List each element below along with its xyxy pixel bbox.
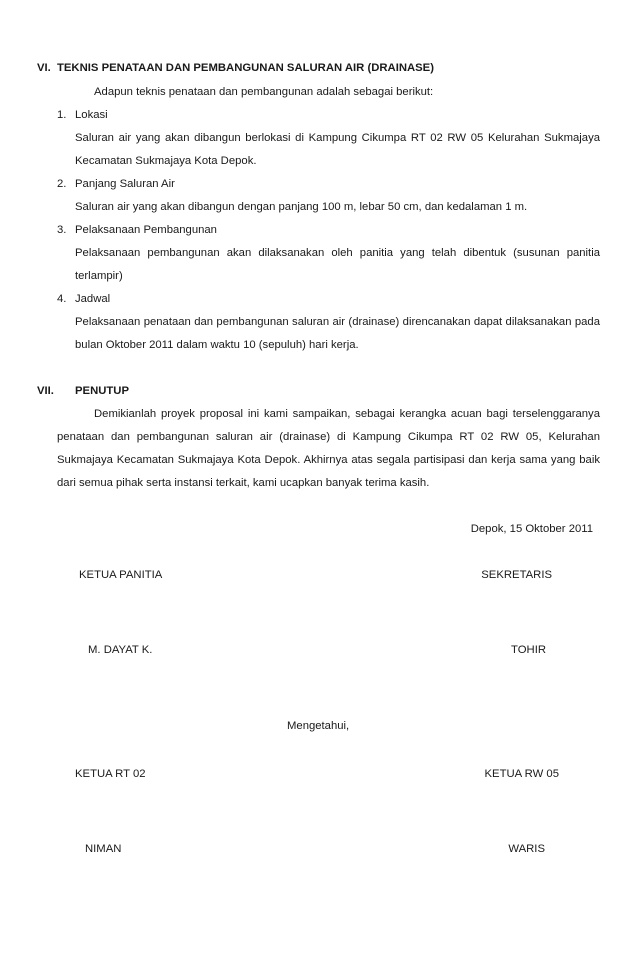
list-item-heading: Jadwal bbox=[75, 293, 111, 305]
section-7-title: PENUTUP bbox=[75, 385, 129, 397]
closing-paragraph-line: penataan dan pembangunan saluran air (drainase) di Kampung Cikumpa RT 02 RW 05, Kelurahan bbox=[57, 431, 600, 443]
list-item-heading: Lokasi bbox=[75, 109, 108, 121]
list-item-text-line: Pelaksanaan pembangunan akan dilaksanakan oleh panitia yang telah dibentuk (susunan panitia bbox=[75, 247, 600, 259]
list-item-text-line: Pelaksanaan penataan dan pembangunan saluran air (drainase) direncanakan dapat dilaksanakan pada bbox=[75, 316, 600, 328]
sekretaris-name: TOHIR bbox=[511, 644, 546, 656]
list-item-number: 1. bbox=[57, 109, 67, 121]
closing-paragraph-line: dari semua pihak serta instansi terkait, kami ucapkan banyak terima kasih. bbox=[57, 477, 430, 489]
ketua-panitia-name: M. DAYAT K. bbox=[88, 644, 153, 656]
ketua-rt-title: KETUA RT 02 bbox=[75, 768, 146, 780]
ketua-rw-name: WARIS bbox=[508, 843, 545, 855]
list-item-text-line: bulan Oktober 2011 dalam waktu 10 (sepuluh) hari kerja. bbox=[75, 339, 359, 351]
section-6-number: VI. bbox=[37, 62, 51, 74]
ketua-panitia-title: KETUA PANITIA bbox=[79, 569, 163, 581]
list-item-text-line: Kecamatan Sukmajaya Kota Depok. bbox=[75, 155, 257, 167]
section-7-number: VII. bbox=[37, 385, 54, 397]
list-item-text-line: Saluran air yang akan dibangun dengan panjang 100 m, lebar 50 cm, dan kedalaman 1 m. bbox=[75, 201, 528, 213]
section-6-intro: Adapun teknis penataan dan pembangunan adalah sebagai berikut: bbox=[94, 86, 434, 98]
ketua-rt-name: NIMAN bbox=[85, 843, 122, 855]
section-6-title: TEKNIS PENATAAN DAN PEMBANGUNAN SALURAN AIR (DRAINASE) bbox=[57, 62, 434, 74]
closing-paragraph-line: Sukmajaya Kecamatan Sukmajaya Kota Depok. Akhirnya atas segala partisipasi dan kerja sama yang baik bbox=[57, 454, 600, 466]
list-item-heading: Panjang Saluran Air bbox=[75, 178, 175, 190]
list-item-number: 4. bbox=[57, 293, 67, 305]
list-item-heading: Pelaksanaan Pembangunan bbox=[75, 224, 217, 236]
mengetahui-label: Mengetahui, bbox=[287, 720, 350, 732]
ketua-rw-title: KETUA RW 05 bbox=[484, 768, 559, 780]
list-item-number: 2. bbox=[57, 178, 67, 190]
sekretaris-title: SEKRETARIS bbox=[481, 569, 552, 581]
list-item-number: 3. bbox=[57, 224, 67, 236]
list-item-text-line: Saluran air yang akan dibangun berlokasi di Kampung Cikumpa RT 02 RW 05 Kelurahan Sukmajaya bbox=[75, 132, 600, 144]
list-item-text-line: terlampir) bbox=[75, 270, 123, 282]
place-date: Depok, 15 Oktober 2011 bbox=[470, 523, 593, 535]
closing-paragraph-line: Demikianlah proyek proposal ini kami sampaikan, sebagai kerangka acuan bagi terselenggaranya bbox=[94, 408, 600, 420]
